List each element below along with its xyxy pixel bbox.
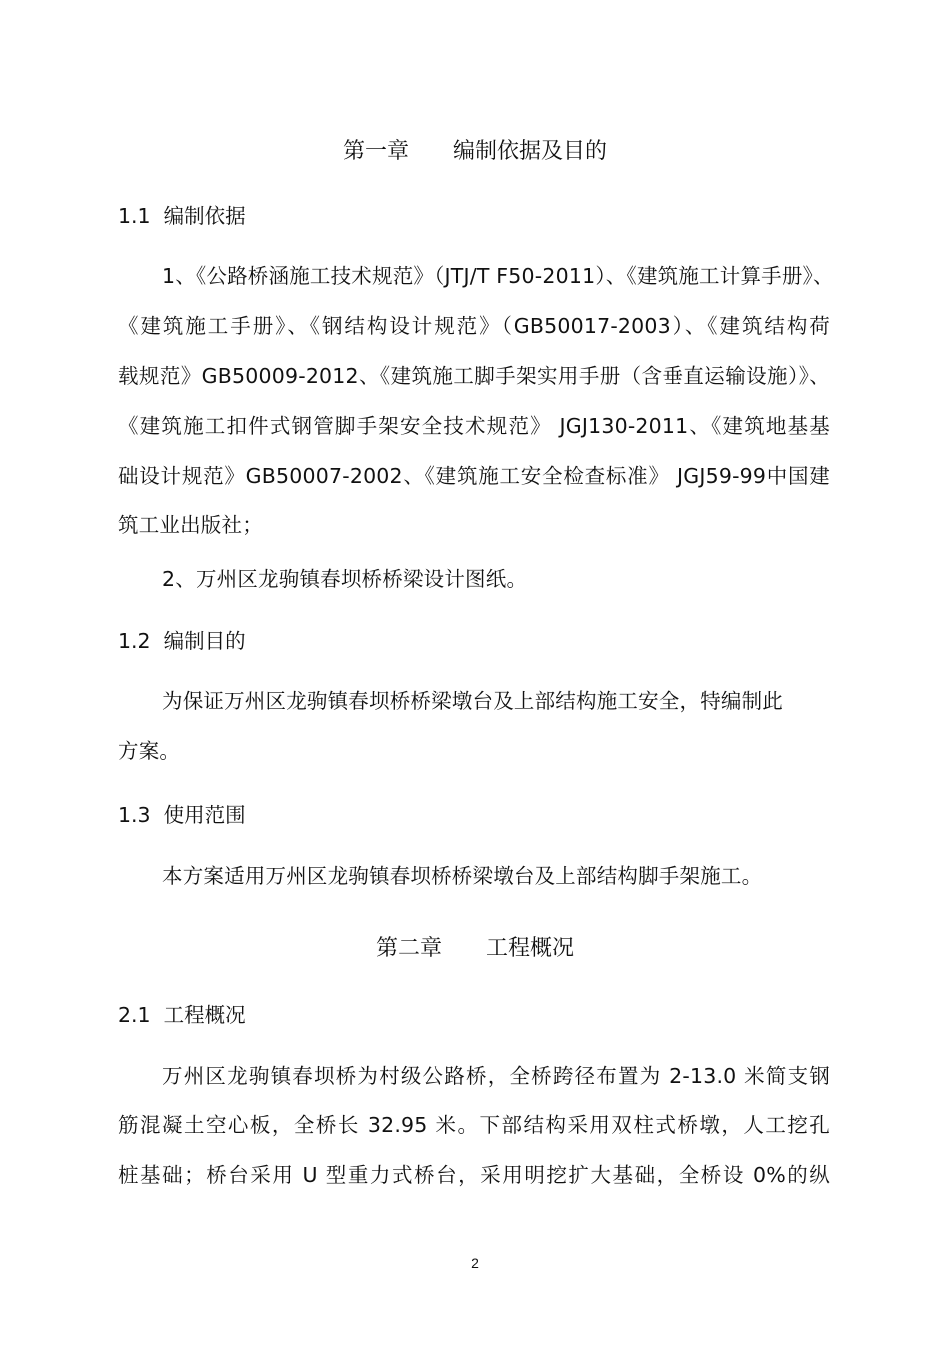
section-1-2-heading: 1.2 编制目的 (118, 629, 246, 653)
basis-item-1-line-2: 《建筑施工手册》、《钢结构设计规范》（GB50017-2003）、《建筑结构荷 (118, 314, 830, 338)
section-2-1-heading: 2.1 工程概况 (118, 1003, 246, 1027)
chapter-2-title: 第二章 工程概况 (375, 936, 574, 961)
overview-line-3: 桩基础；桥台采用 U 型重力式桥台，采用明挖扩大基础，全桥设 0%的纵 (118, 1163, 830, 1187)
overview-line-1: 万州区龙驹镇春坝桥为村级公路桥，全桥跨径布置为 2-13.0 米简支钢 (162, 1064, 830, 1088)
purpose-line-2: 方案。 (118, 739, 181, 763)
purpose-line-1: 为保证万州区龙驹镇春坝桥桥梁墩台及上部结构施工安全，特编制此 (162, 689, 783, 713)
basis-item-1-line-3: 载规范》GB50009-2012、《建筑施工脚手架实用手册（含垂直运输设施）》、 (118, 364, 830, 388)
basis-item-1-line-5: 础设计规范》GB50007-2002、《建筑施工安全检查标准》 JGJ59-99中国建 (118, 464, 830, 488)
basis-item-2: 2、万州区龙驹镇春坝桥桥梁设计图纸。 (162, 567, 528, 591)
basis-item-1-line-4: 《建筑施工扣件式钢管脚手架安全技术规范》 JGJ130-2011、《建筑地基基 (118, 414, 830, 438)
overview-line-2: 筋混凝土空心板，全桥长 32.95 米。下部结构采用双柱式桥墩，人工挖孔 (118, 1113, 830, 1137)
scope-text: 本方案适用万州区龙驹镇春坝桥桥梁墩台及上部结构脚手架施工。 (162, 864, 763, 888)
section-1-1-heading: 1.1 编制依据 (118, 204, 246, 228)
page-number: 2 (471, 1255, 479, 1271)
section-1-3-heading: 1.3 使用范围 (118, 803, 246, 827)
chapter-1-title: 第一章 编制依据及目的 (342, 139, 607, 164)
basis-item-1-line-1: 1、《公路桥涵施工技术规范》（JTJ/T F50-2011）、《建筑施工计算手册》、 (162, 264, 834, 288)
basis-item-1-line-6: 筑工业出版社； (118, 513, 263, 537)
